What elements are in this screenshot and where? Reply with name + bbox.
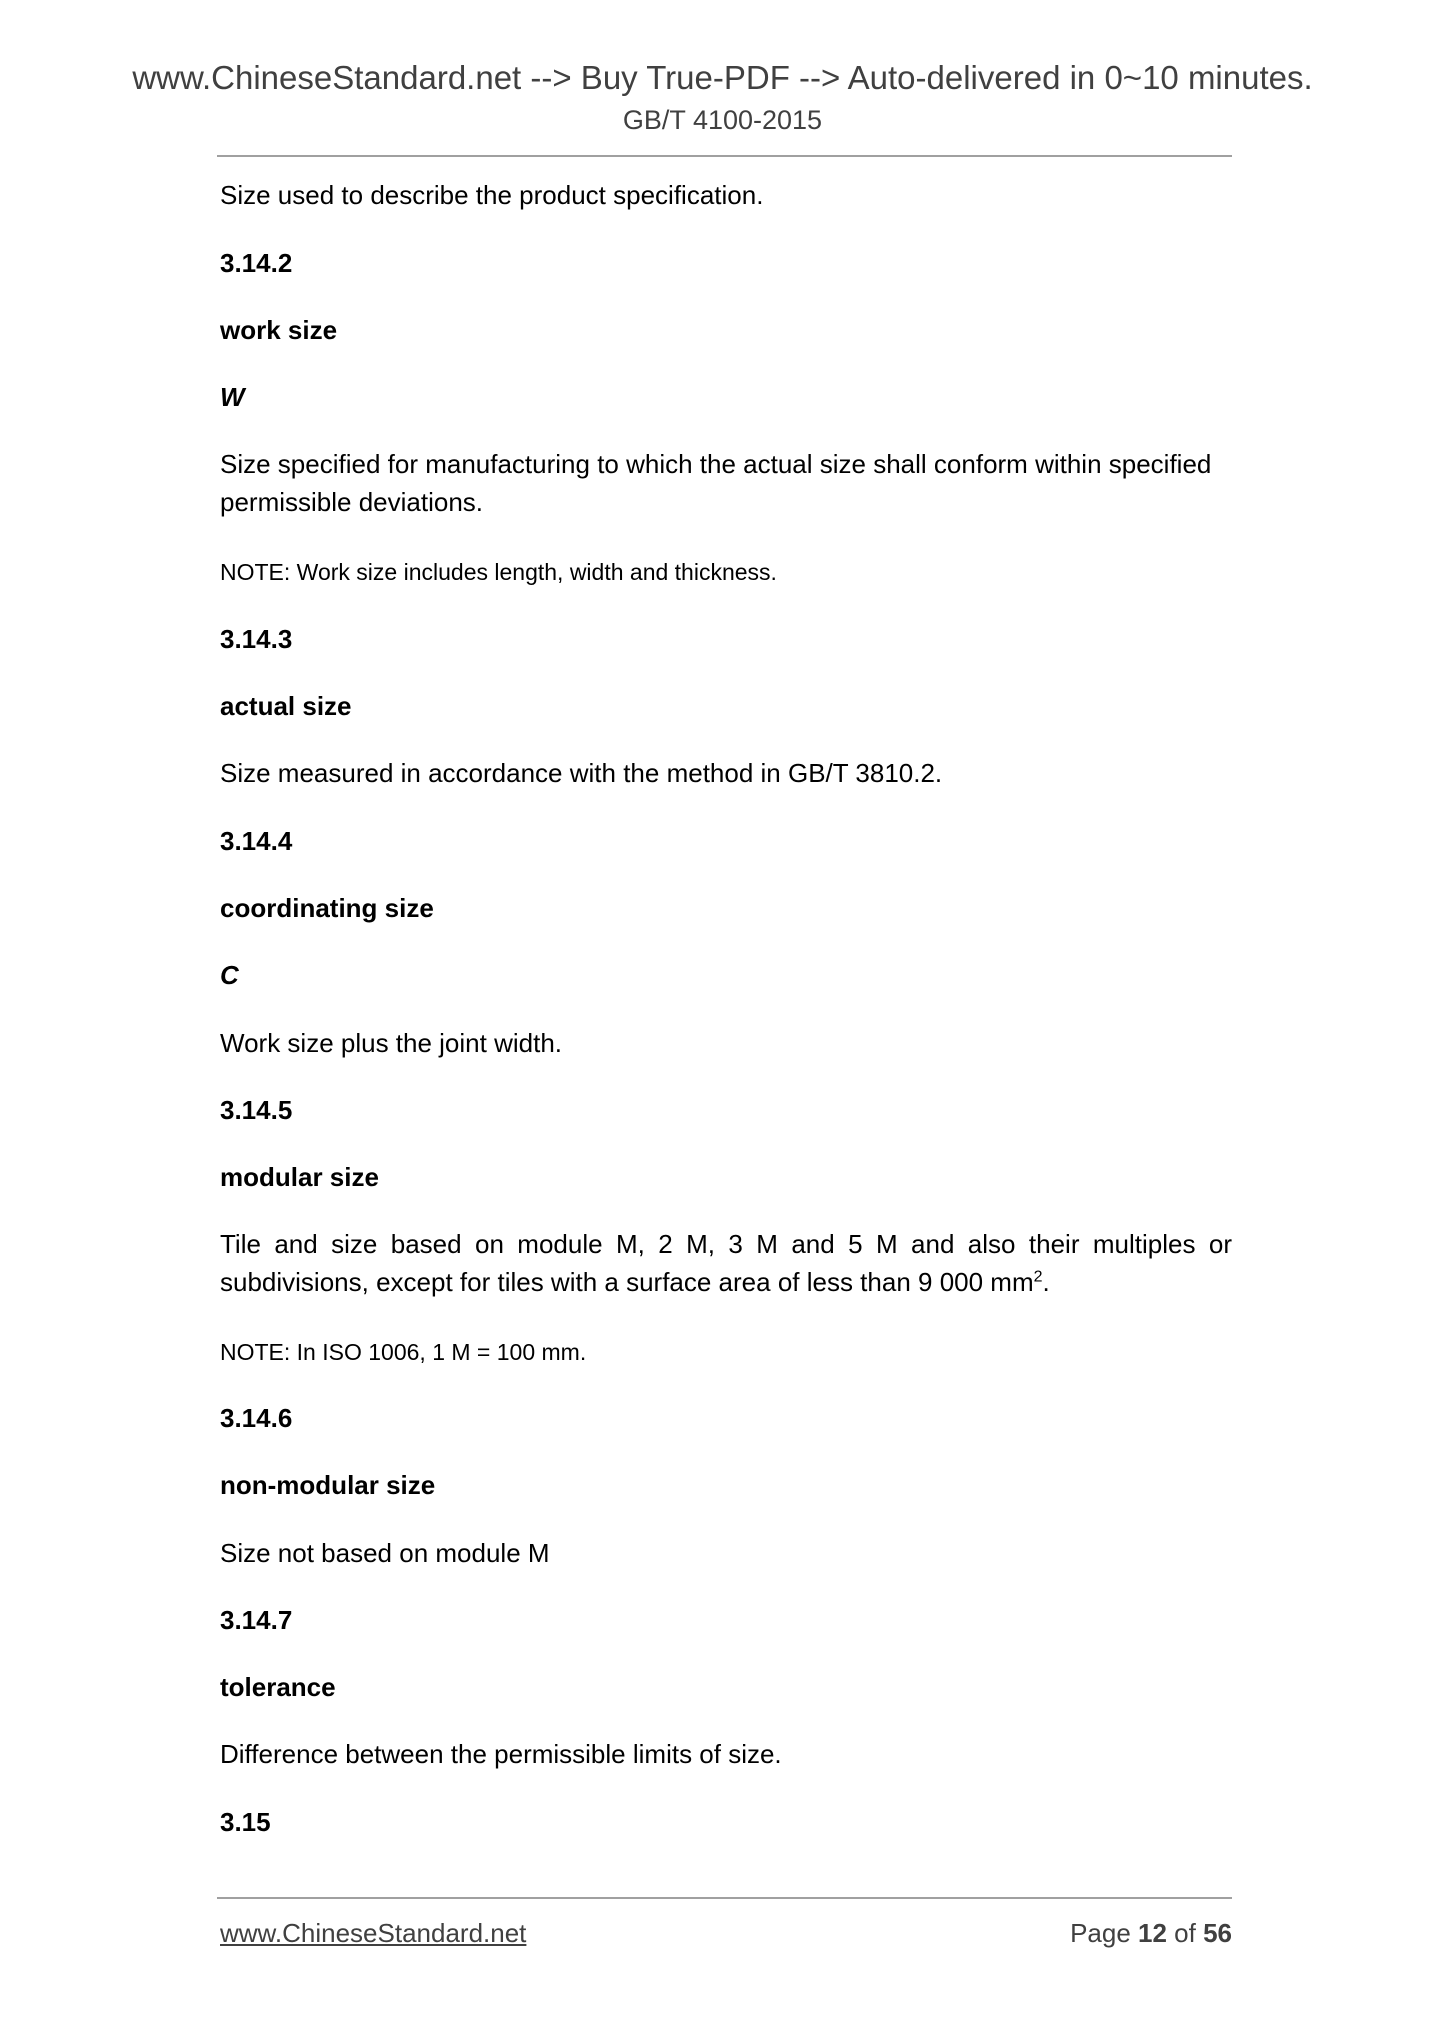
definition-tolerance: Difference between the permissible limits of size.	[220, 1739, 782, 1769]
footer-website-link[interactable]: www.ChineseStandard.net	[220, 1918, 527, 1948]
note-modular-size: NOTE: In ISO 1006, 1 M = 100 mm.	[220, 1339, 587, 1365]
clause-number-3-14-5: 3.14.5	[220, 1095, 293, 1125]
clause-number-3-14-7: 3.14.7	[220, 1605, 293, 1635]
term-modular-size: modular size	[220, 1162, 379, 1192]
symbol-w: W	[220, 382, 245, 412]
clause-number-3-14-6: 3.14.6	[220, 1403, 293, 1433]
header-standard-id: GB/T 4100-2015	[622, 105, 823, 135]
header-divider	[217, 155, 1232, 157]
footer-divider	[217, 1897, 1232, 1899]
symbol-c: C	[220, 960, 239, 990]
definition-modular-size-superscript: 2	[1033, 1268, 1043, 1286]
clause-number-3-14-4: 3.14.4	[220, 826, 293, 856]
page-prefix: Page	[1070, 1918, 1139, 1948]
clause-number-3-15: 3.15	[220, 1807, 271, 1837]
term-work-size: work size	[220, 315, 338, 345]
page-indicator	[1070, 1916, 1232, 1950]
clause-number-3-14-3: 3.14.3	[220, 624, 293, 654]
term-tolerance: tolerance	[220, 1672, 336, 1702]
note-work-size: NOTE: Work size includes length, width and thickness.	[220, 559, 777, 585]
definition-non-modular-size: Size not based on module M	[220, 1538, 550, 1568]
current-page-number: 12	[1138, 1918, 1167, 1948]
definition-modular-size-end: .	[1042, 1267, 1050, 1297]
term-non-modular-size: non-modular size	[220, 1470, 436, 1500]
term-coordinating-size: coordinating size	[220, 893, 434, 923]
intro-definition: Size used to describe the product specification.	[220, 180, 764, 210]
definition-coordinating-size: Work size plus the joint width.	[220, 1028, 562, 1058]
definition-work-size: Size specified for manufacturing to which the actual size shall conform within specified permissible deviations.	[220, 449, 1212, 517]
total-page-count: 56	[1203, 1918, 1232, 1948]
definition-modular-size-text: Tile and size based on module M, 2 M, 3 M and 5 M and also their multiples or subdivisions, except for tiles with a surface area of less than 9 000 mm	[220, 1229, 1232, 1297]
clause-number-3-14-2: 3.14.2	[220, 248, 293, 278]
term-actual-size: actual size	[220, 691, 352, 721]
header-banner: www.ChineseStandard.net --> Buy True-PDF --> Auto-delivered in 0~10 minutes.	[132, 59, 1313, 96]
page-separator: of	[1166, 1918, 1204, 1948]
definition-actual-size: Size measured in accordance with the method in GB/T 3810.2.	[220, 758, 943, 788]
definition-modular-size	[220, 1225, 1232, 1301]
